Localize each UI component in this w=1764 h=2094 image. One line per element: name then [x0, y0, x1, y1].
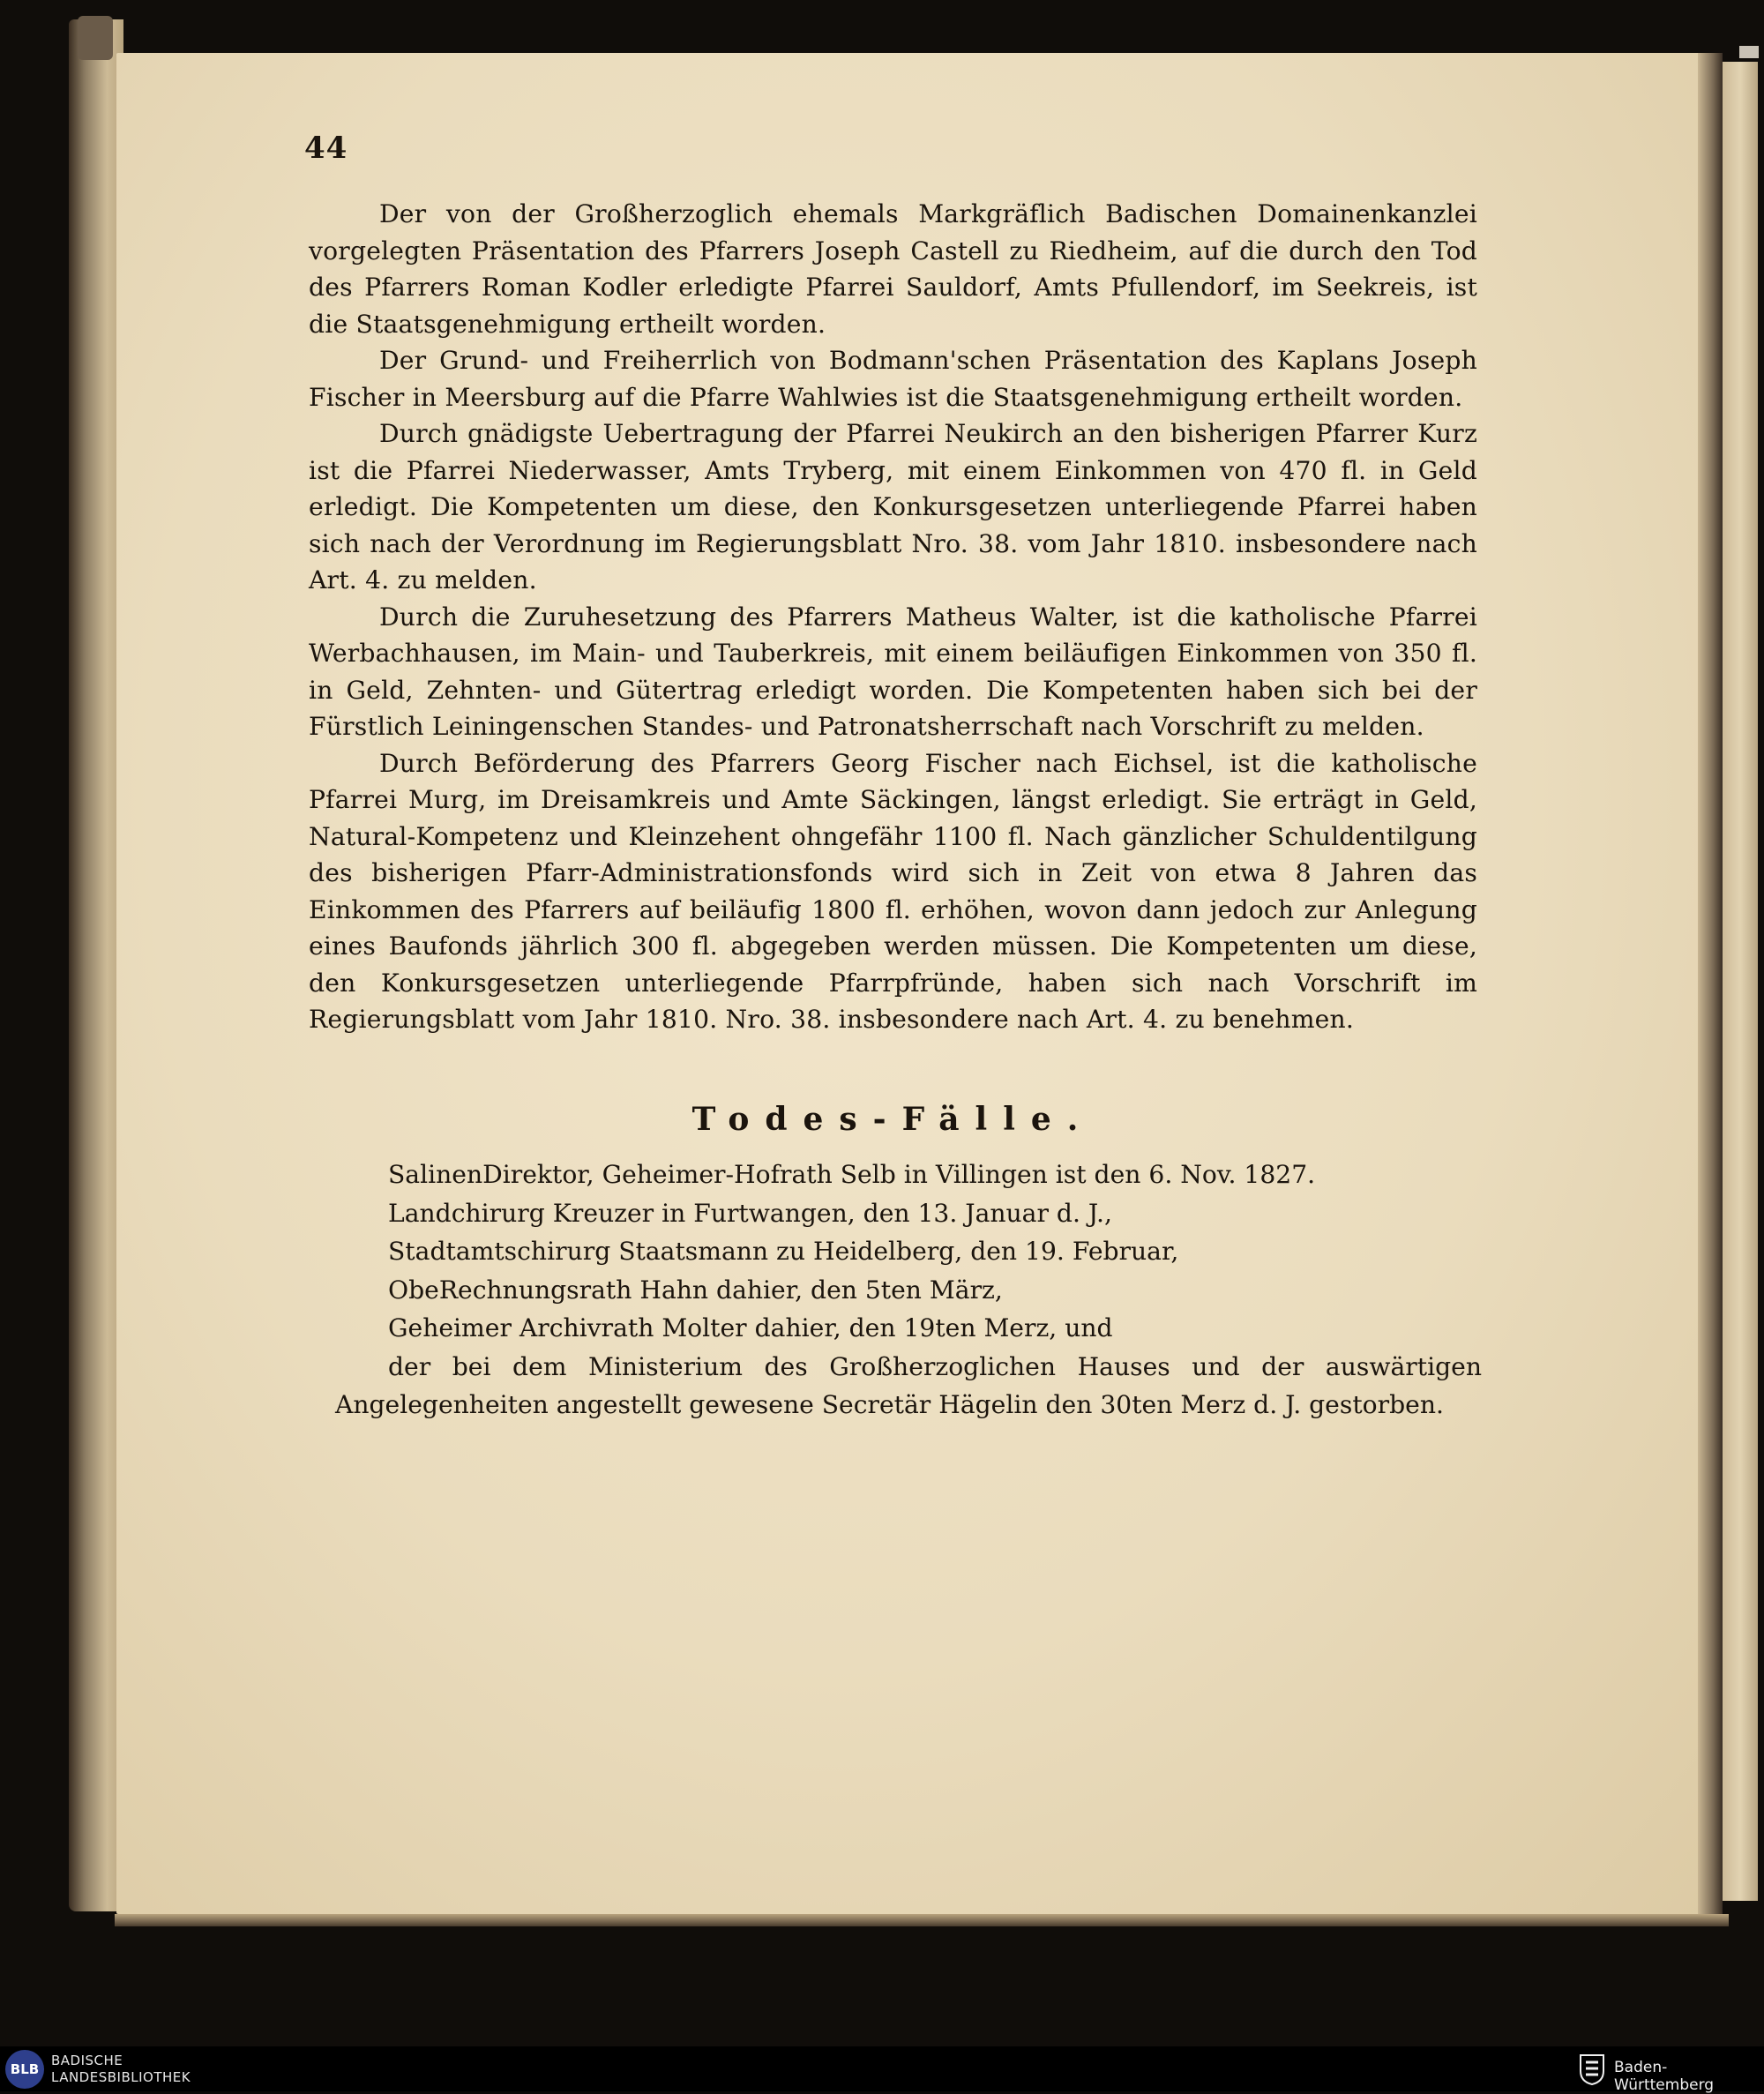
blb-logo-icon[interactable]: BLB [5, 2050, 44, 2089]
state-name[interactable]: Baden-Württemberg [1614, 2059, 1715, 2094]
death-entry: Geheimer Archivrath Molter dahier, den 19ten Merz, und [388, 1313, 1113, 1342]
section-heading: Todes-Fälle. [691, 1101, 1095, 1138]
death-entry: ObeRechnungsrath Hahn dahier, den 5ten März, [388, 1275, 1003, 1305]
book-edge-bottom [115, 1914, 1729, 1926]
paragraph: Der von der Großherzoglich ehemals Markgräflich Badischen Domainenkanzlei vorgelegten Präsentation des Pfarrers Joseph Castell zu Riedheim, auf die durch den Tod des Pfarrers Roman Kodler erledigte Pfarrei Sauldorf, Amts Pfullendorf, im Seekreis, ist die Staatsgenehmigung ertheilt worden. [309, 199, 1477, 339]
death-entry: Stadtamtschirurg Staatsmann zu Heidelberg, den 19. Februar, [388, 1237, 1179, 1266]
announcements-body [309, 196, 1477, 1038]
library-name-line1: BADISCHE [51, 2053, 123, 2068]
library-name[interactable] [51, 2053, 191, 2086]
baden-wuerttemberg-lions-icon [1579, 2053, 1605, 2085]
next-page-edge [1723, 62, 1758, 1901]
death-entry: SalinenDirektor, Geheimer-Hofrath Selb in Villingen ist den 6. Nov. 1827. [388, 1160, 1316, 1189]
library-name-line2: LANDESBIBLIOTHEK [51, 2069, 191, 2085]
deaths-list [335, 1155, 1482, 1425]
viewer-footer [0, 2046, 1764, 2091]
paragraph: Durch Beförderung des Pfarrers Georg Fischer nach Eichsel, ist die katholische Pfarrei Murg, im Dreisamkreis und Amte Säckingen, längst erledigt. Sie erträgt in Geld, Natural-Kompetenz und Kleinzehent ohngefähr 1100 fl. Nach gänzlicher Schuldentilgung des bisherigen Pfarr-Administrationsfonds wird sich in Zeit von etwa 8 Jahren das Einkommen des Pfarrers auf beiläufig 1800 fl. erhöhen, wovon dann jedoch zur Anlegung eines Baufonds jährlich 300 fl. abgegeben werden müssen. Die Kompetenten um diese, den Konkursgesetzen unterliegende Pfarrpfründe, haben sich nach Vorschrift im Regierungsblatt vom Jahr 1810. Nro. 38. insbesondere nach Art. 4. zu benehmen. [309, 748, 1477, 1034]
book-edge-left [69, 19, 123, 1911]
book-corner [78, 16, 113, 60]
paragraph: Durch die Zuruhesetzung des Pfarrers Matheus Walter, ist die katholische Pfarrei Werbachhausen, im Main- und Tauberkreis, mit einem beiläufigen Einkommen von 350 fl. in Geld, Zehnten- und Gütertrag erledigt worden. Die Kompetenten haben sich bei der Fürstlich Leiningenschen Standes- und Patronatsherrschaft nach Vorschrift zu melden. [309, 602, 1477, 741]
page-gutter [1698, 53, 1723, 1914]
page-number: 44 [304, 131, 348, 166]
paragraph: Der Grund- und Freiherrlich von Bodmann'schen Präsentation des Kaplans Joseph Fischer in Meersburg auf die Pfarre Wahlwies ist die Staatsgenehmigung ertheilt worden. [309, 346, 1477, 412]
paragraph: Durch gnädigste Uebertragung der Pfarrei Neukirch an den bisherigen Pfarrer Kurz ist die Pfarrei Niederwasser, Amts Tryberg, mit einem Einkommen von 470 fl. in Geld erledigt. Die Kompetenten um diese, den Konkursgesetzen unterliegende Pfarrei haben sich nach der Verordnung im Regierungsblatt Nro. 38. vom Jahr 1810. insbesondere nach Art. 4. zu melden. [309, 419, 1477, 595]
page-corner-clip [1739, 46, 1759, 58]
death-entry: Landchirurg Kreuzer in Furtwangen, den 13. Januar d. J., [388, 1198, 1112, 1228]
death-entry: der bei dem Ministerium des Großherzoglichen Hauses und der auswärtigen Angelegenheiten angestellt gewesene Secretär Hägelin den 30ten Merz d. J. gestorben. [335, 1351, 1482, 1419]
